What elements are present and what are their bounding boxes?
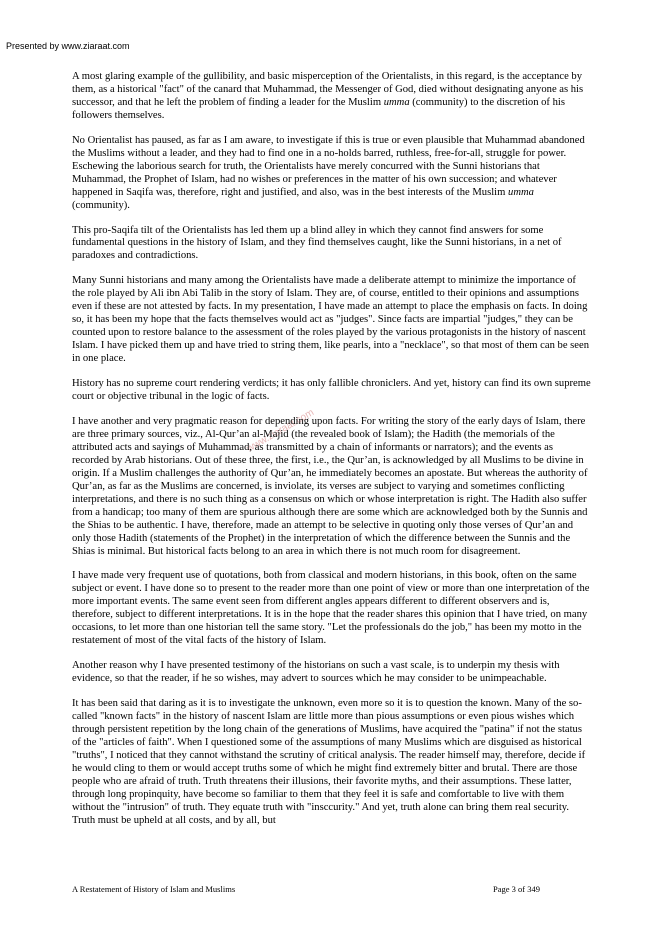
paragraph <box>72 225 591 264</box>
watermark: www.ziaraat.com <box>245 407 316 455</box>
page-body <box>72 71 591 840</box>
footer-book-title: A Restatement of History of Islam and Muslims <box>72 884 236 894</box>
paragraph <box>72 698 591 828</box>
paragraph-text: No Orientalist has paused, as far as I am aware, to investigate if this is true or even plausible that Muhammad abandoned the Muslims without a leader, and they had to find one in a no-holds barred, ruthless, free-for-all, struggle for power. Eschewing the laborious search for truth, the Orientalists have merely concurred with the Sunni historians that Muhammad, the Prophet of Islam, had no wishes or preferences in the matter of his own succession; and whatever happened in Saqifa was, therefore, right and justified, and also, was in the best interests of the Muslim <box>72 134 585 198</box>
paragraph-text: This pro-Saqifa tilt of the Orientalists has led them up a blind alley in which they cannot find answers for some fundamental questions in the history of Islam, and they find themselves caught, like the Sunni historians, in a net of paradoxes and contradictions. <box>72 224 562 262</box>
paragraph <box>72 275 591 366</box>
paragraph-text: (community). <box>72 199 130 211</box>
italic-term: umma <box>383 96 410 108</box>
paragraph-text: I have made very frequent use of quotations, both from classical and modern historians, in this book, often on the same subject or event. I have done so to present to the reader more than one point of view or more than one interpretation of the more important events. The same event seen from different angles appears different to different observers and is, therefore, subject to different interpretations. It is in the hope that the reader shares this opinion that I have tried, on many occasions, to let more than one historian tell the same story. "Let the professionals do the job," has been my motto in the restatement of most of the vital facts of the history of Islam. <box>72 570 590 647</box>
paragraph-text: A most glaring example of the gullibility, and basic misperception of the Orientalists, in this regard, is the acceptance by them, as a historical "fact" of the canard that Muhammad, the Messenger of God, died without designating anyone as his successor, and that he left the problem of finding a leader for the Muslim <box>72 71 584 108</box>
paragraph-text: Many Sunni historians and many among the Orientalists have made a deliberate attempt to minimize the importance of the role played by Ali ibn Abi Talib in the story of Islam. They are, of course, entitled to their opinions and assumptions even if these are not attested by facts. In my presentation, I have made an attempt to place the emphasis on facts. In doing so, it has been my hope that the facts themselves would act as "judges". Since facts are impartial "judges," they can be counted upon to restore balance to the assessment of the roles played by the various protagonists in the history of nascent Islam. I have picked them up and have tried to string them, like pearls, into a "necklace", so that most of them can be seen in one place. <box>72 275 589 365</box>
paragraph <box>72 570 591 648</box>
paragraph-text: It has been said that daring as it is to investigate the unknown, even more so it is to question the known. Many of the so-called "known facts" in the history of nascent Islam are little more than pious assumptions or even pious wishes which through persistent repetition by the long chain of the generations of Muslims, have acquired the "patina" if not the status of the "articles of faith". When I questioned some of the assumptions of many Muslims which are disguised as historical "truths", I noticed that they cannot withstand the scrutiny of critical analysis. The reader himself may, therefore, decide if he would cling to them or would accept truths some of which he might find extremely bitter and brutal. There are those people who are afraid of truth. Truth threatens their illusions, their favorite myths, and their assumptions. These latter, through long propinquity, have become so familiar to them that they feel it is safe and comfortable to live with them without the "intrusion" of truth. They equate truth with "insccurity." And yet, truth alone can bring them real security. Truth must be upheld at all costs, and by all, but <box>72 698 586 826</box>
paragraph <box>72 135 591 213</box>
paragraph-text: Another reason why I have presented testimony of the historians on such a vast scale, is to underpin my thesis with evidence, so that the reader, if he so wishes, may advert to sources which he may consider to be unimpeachable. <box>72 660 560 685</box>
paragraph-text: (community) to the discretion of his followers themselves. <box>72 96 565 121</box>
italic-term: umma <box>508 186 534 198</box>
paragraph <box>72 416 591 558</box>
paragraph <box>72 71 591 123</box>
paragraph-text: History has no supreme court rendering verdicts; it has only fallible chroniclers. And yet, history can find its own supreme court or objective tribunal in the logic of facts. <box>72 378 591 403</box>
paragraph <box>72 660 591 686</box>
paragraph-text: I have another and very pragmatic reason for depending upon facts. For writing the story of the early days of Islam, there are three primary sources, viz., Al-Qur’an al-Majid (the revealed book of Islam); the Hadith (the memorials of the attributed acts and sayings of Muhammad, as transmitted by a chain of informants or narrators); and the events as recorded by Arab historians. Out of these three, the first, i.e., the Qur’an, is acknowledged by all Muslims to be divine in origin. If a Muslim challenges the authority of Qur’an, he immediately becomes an apostate. But whereas the authority of Qur’an, as far as the Muslims are concerned, is inviolate, its verses are subject to varying and sometimes conflicting interpretations, and there is no such thing as a consensus on which or whose interpretation is right. The Hadith also suffer from a handicap; too many of them are spurious although there are some which are acknowledged both by the Sunnis and the Shias to be authentic. I have, therefore, made an attempt to be selective in quoting only those verses of Qur’an and only those Hadith (statements of the Prophet) in the interpretation of which the difference between the Sunnis and the Shias is minimal. But historical facts belong to an area in which there is not much room for disagreement. <box>72 415 588 557</box>
presented-by-header: Presented by www.ziaraat.com <box>6 41 130 51</box>
footer-page-number: Page 3 of 349 <box>493 884 540 894</box>
paragraph <box>72 378 591 404</box>
